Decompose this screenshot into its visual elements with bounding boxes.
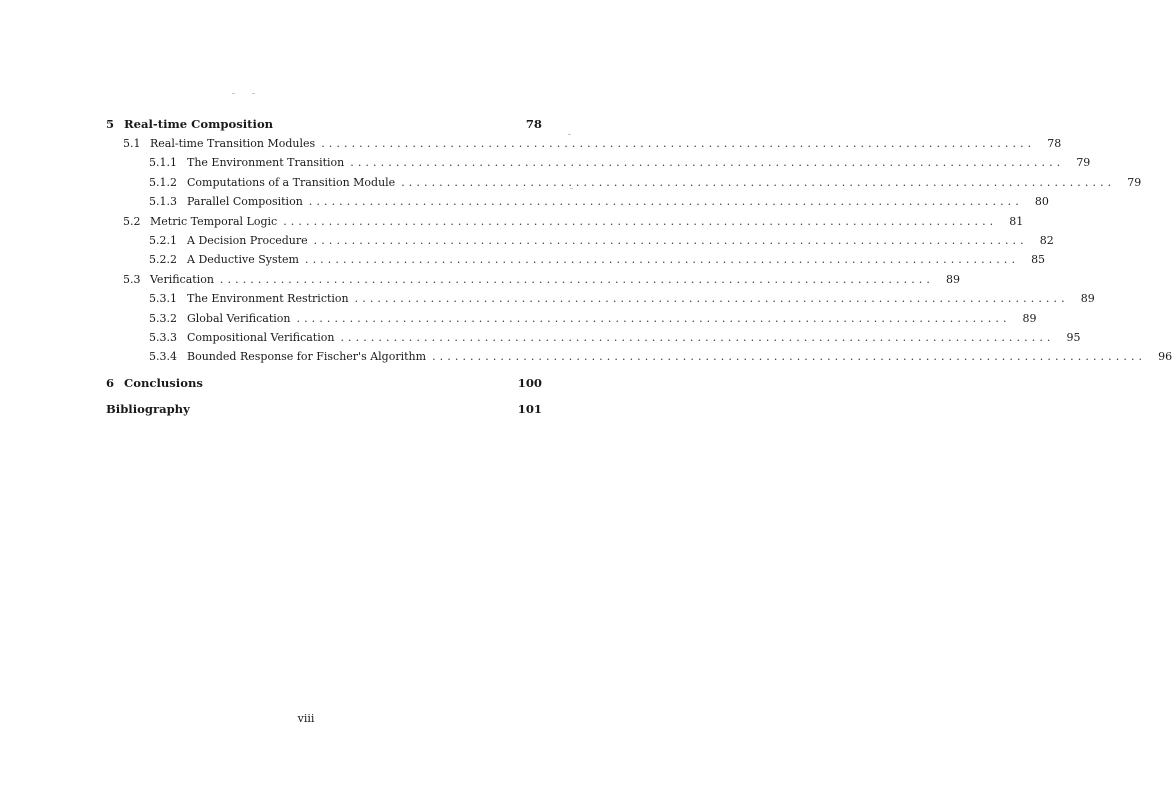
toc-page-number: 78	[525, 117, 542, 131]
toc-title: Verification	[150, 272, 214, 286]
toc-bibliography	[106, 399, 542, 419]
toc-number: 5.3.3	[149, 330, 177, 344]
toc-section-5-1	[106, 134, 1062, 153]
toc-title: Bibliography	[106, 401, 190, 416]
toc-subsection-5-2-1	[106, 231, 1054, 250]
toc-section-5-3	[106, 270, 960, 289]
dot-leader: ..............................................................................................	[401, 175, 1116, 189]
toc-number: 5.2.1	[149, 233, 177, 247]
toc-title: Global Verification	[187, 311, 291, 325]
toc-page-number: 89	[946, 272, 960, 286]
dot-leader: ..............................................................................................	[304, 253, 1020, 267]
toc-page-number: 85	[1031, 253, 1046, 267]
toc-subsection-5-3-4	[106, 347, 1172, 366]
toc-title: The Environment Transition	[187, 156, 345, 170]
toc-title: A Decision Procedure	[187, 233, 308, 247]
toc-title: Metric Temporal Logic	[150, 214, 278, 228]
toc-page-number: 101	[517, 401, 542, 416]
toc-title: Parallel Composition	[187, 195, 303, 209]
toc-number: 5.2.2	[149, 253, 177, 267]
dot-leader: ..............................................................................................	[296, 311, 1011, 325]
toc-number: 5.3.2	[149, 311, 177, 325]
toc-page-number: 89	[1080, 292, 1095, 306]
toc-page-number: 95	[1066, 330, 1081, 344]
dot-leader: ..............................................................................................	[432, 350, 1147, 364]
dot-leader: ..............................................................................................	[219, 272, 934, 286]
toc-title: The Environment Restriction	[187, 292, 349, 306]
toc-title: Real-time Composition	[124, 117, 274, 131]
toc-subsection-5-1-2	[106, 173, 1142, 192]
toc-section-5-2	[106, 212, 1024, 231]
toc-number: 5.1.3	[149, 195, 177, 209]
toc-title: Real-time Transition Modules	[150, 137, 316, 150]
toc-number: 5.1.1	[149, 156, 177, 170]
table-of-contents	[106, 114, 1172, 419]
toc-subsection-5-1-1	[106, 153, 1091, 172]
dot-leader: ..............................................................................................	[313, 233, 1028, 247]
dot-leader: ..............................................................................................	[340, 330, 1055, 344]
toc-subsection-5-2-2	[106, 250, 1046, 269]
toc-number: 5.1.2	[149, 175, 177, 189]
dot-leader: ..............................................................................................	[354, 292, 1069, 306]
toc-number: 5.3.1	[149, 292, 177, 306]
toc-chapter-6	[106, 373, 542, 393]
scan-speck	[252, 93, 255, 94]
toc-title: Bounded Response for Fischer's Algorithm	[187, 350, 427, 364]
toc-page-number: 96	[1158, 350, 1172, 364]
toc-title: A Deductive System	[187, 253, 299, 267]
toc-number: 5.2	[123, 214, 141, 228]
toc-page-number: 82	[1039, 233, 1054, 247]
toc-subsection-5-1-3	[106, 192, 1049, 211]
page-number-footer: viii	[297, 712, 315, 725]
dot-leader: ..............................................................................................	[321, 137, 1036, 150]
toc-page-number: 78	[1047, 137, 1062, 150]
toc-subsection-5-3-2	[106, 309, 1037, 328]
toc-title: Conclusions	[124, 375, 203, 390]
toc-subsection-5-3-1	[106, 289, 1095, 308]
toc-chapter-5	[106, 114, 542, 134]
toc-subsection-5-3-3	[106, 328, 1081, 347]
dot-leader: ..............................................................................................	[283, 214, 998, 228]
dot-leader: ..............................................................................................	[350, 156, 1065, 170]
scan-speck	[232, 93, 235, 94]
toc-number: 5.3	[123, 272, 141, 286]
toc-title: Computations of a Transition Module	[187, 175, 396, 189]
toc-page-number: 100	[517, 375, 542, 390]
toc-page-number: 80	[1034, 195, 1049, 209]
toc-page-number: 89	[1022, 311, 1037, 325]
toc-page-number: 81	[1009, 214, 1024, 228]
toc-page-number: 79	[1127, 175, 1142, 189]
toc-number: 5	[106, 117, 115, 131]
toc-title: Compositional Verification	[187, 330, 335, 344]
toc-page-number: 79	[1076, 156, 1091, 170]
toc-number: 6	[106, 375, 115, 390]
dot-leader: ..............................................................................................	[308, 195, 1023, 209]
toc-number: 5.1	[123, 137, 141, 150]
toc-number: 5.3.4	[149, 350, 177, 364]
